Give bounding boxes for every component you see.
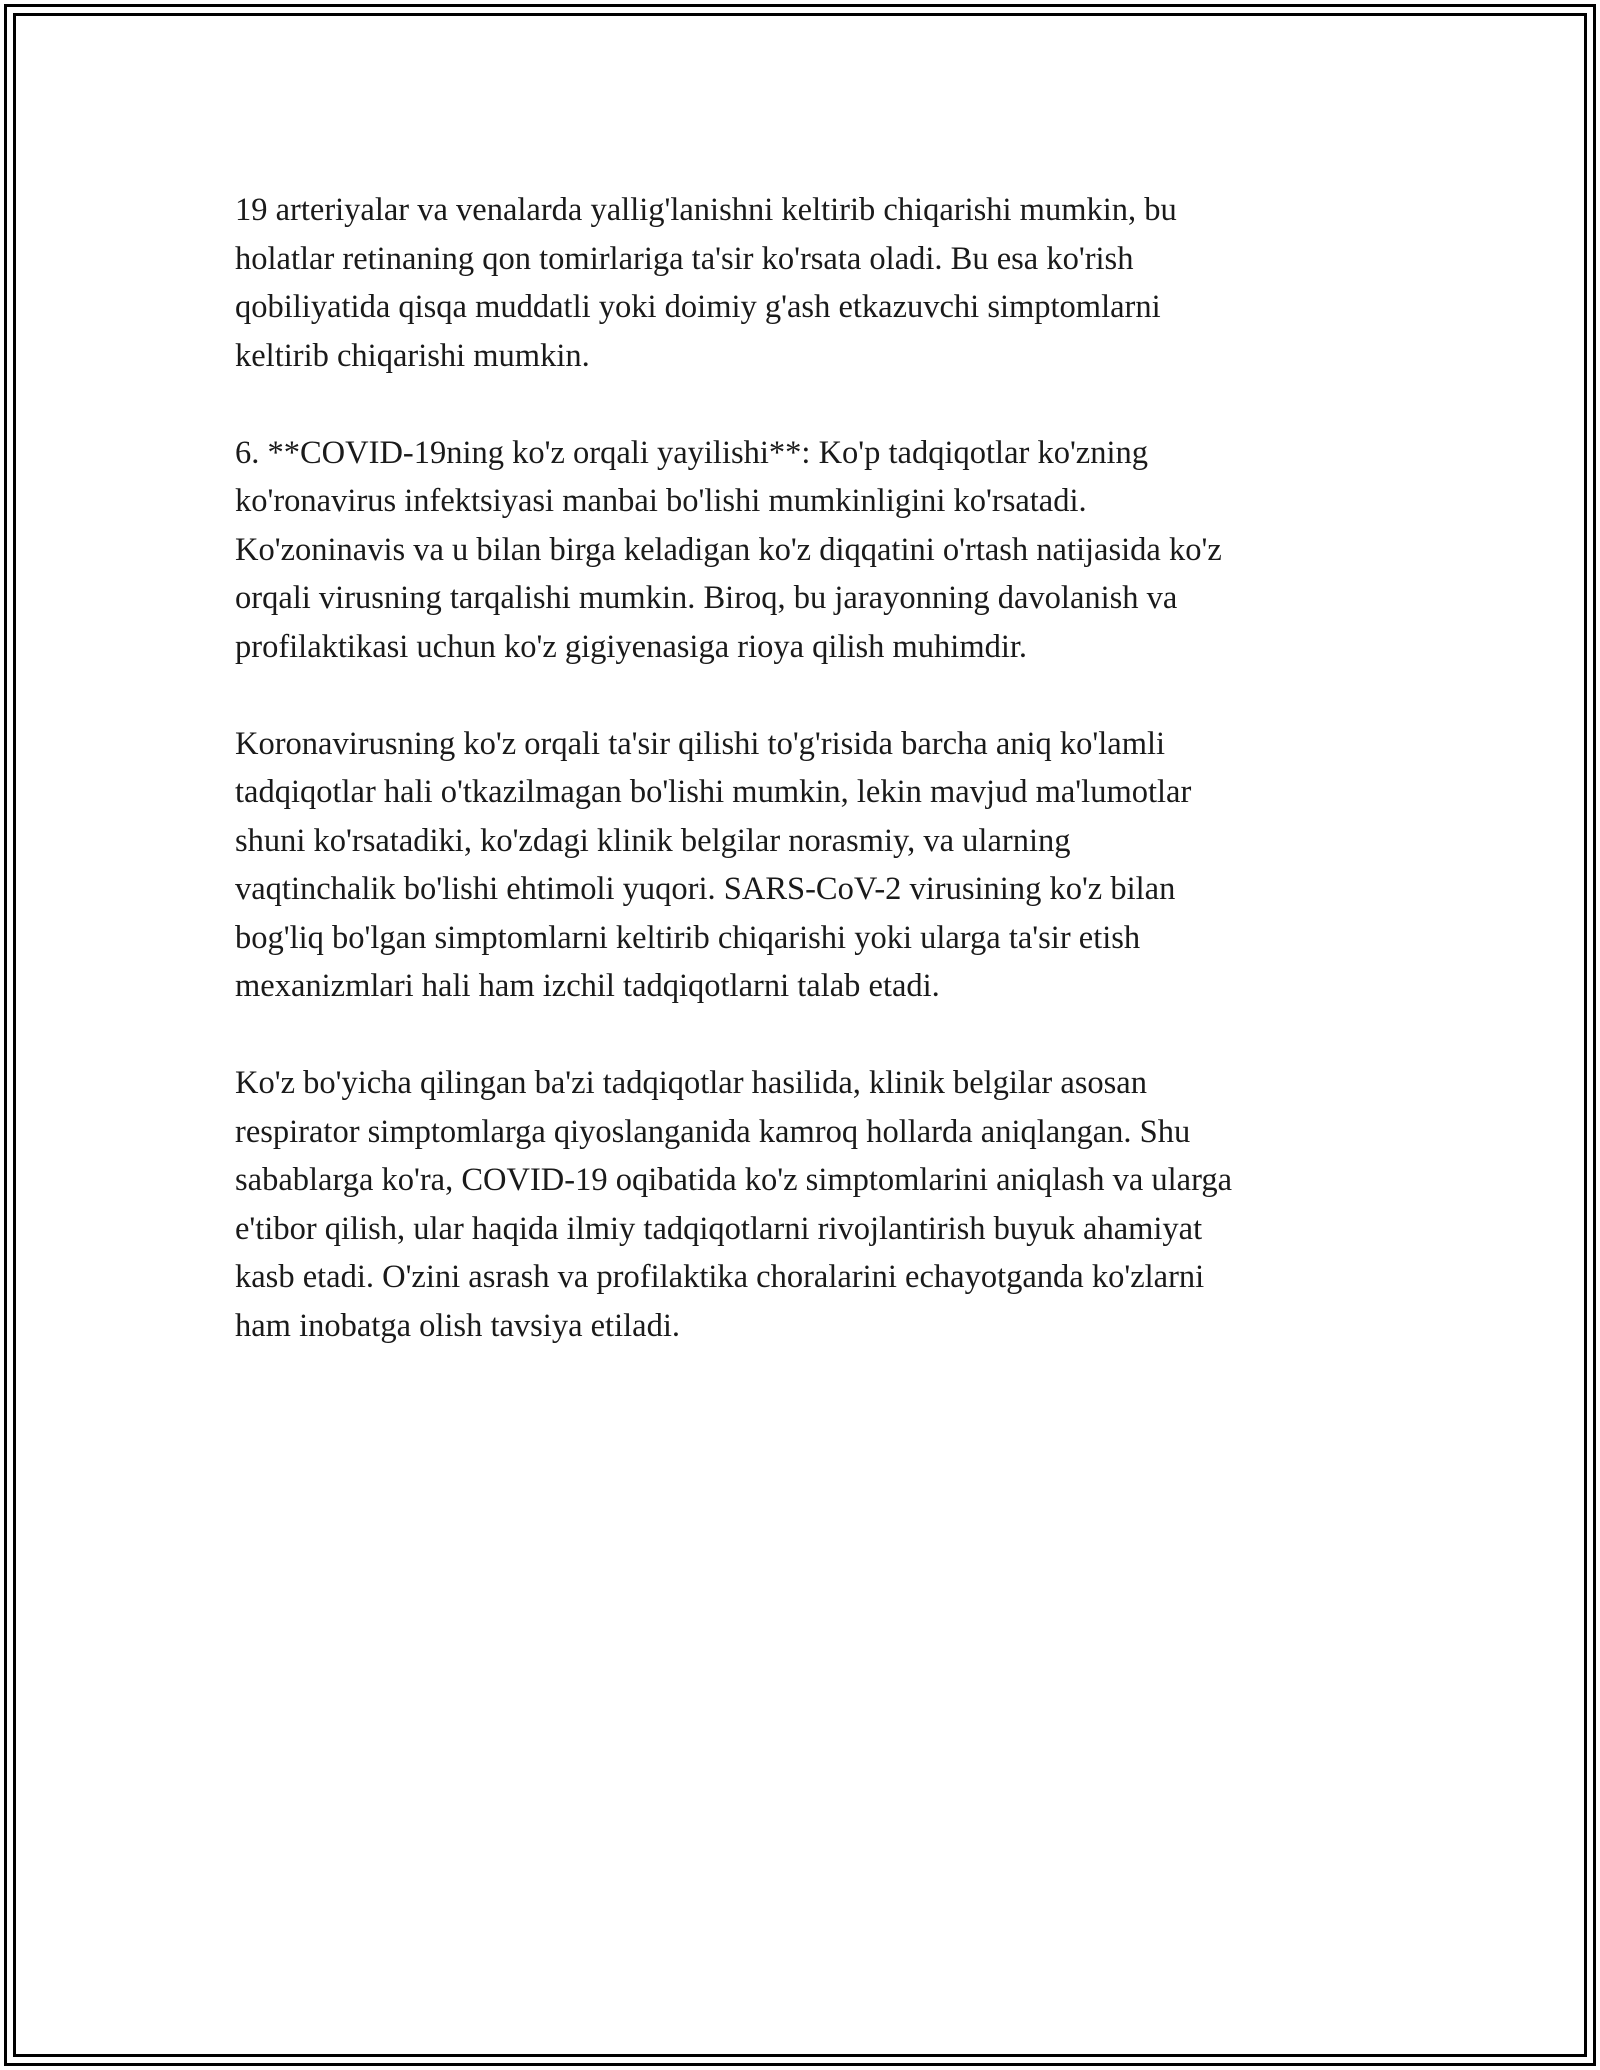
paragraph-retina-inflammation: 19 arteriyalar va venalarda yallig'lanishni keltirib chiqarishi mumkin, bu holatlar retinaning qon tomirlariga ta'sir ko'rsata oladi. Bu esa ko'rish qobiliyatida qisqa muddatli yoki doimiy g'ash etkazuvchi simptomlarni keltirib chiqarishi mumkin.	[235, 192, 1177, 374]
paragraph-eye-transmission: 6. **COVID-19ning ko'z orqali yayilishi**: Ko'p tadqiqotlar ko'zning ko'ronavirus infektsiyasi manbai bo'lishi mumkinligini ko'rsatadi. Ko'zoninavis va u bilan birga keladigan ko'z diqqatini o'rtash natijasida ko'z orqali virusning tarqalishi mumkin. Biroq, bu jarayonning davolanish va profilaktikasi uchun ko'z gigiyenasiga rioya qilish muhimdir.	[235, 434, 1222, 665]
paragraph-research-status: Koronavirusning ko'z orqali ta'sir qilishi to'g'risida barcha aniq ko'lamli tadqiqotlar hali o'tkazilmagan bo'lishi mumkin, lekin mavjud ma'lumotlar shuni ko'rsatadiki, ko'zdagi klinik belgilar norasmiy, va ularning vaqtinchalik bo'lishi ehtimoli yuqori. SARS-CoV-2 virusining ko'z bilan bog'liq bo'lgan simptomlarni keltirib chiqarishi yoki ularga ta'sir etish mexanizmlari hali ham izchil tadqiqotlarni talab etadi.	[235, 725, 1192, 1004]
paragraph-recommendations: Ko'z bo'yicha qilingan ba'zi tadqiqotlar hasilida, klinik belgilar asosan respirator simptomlarga qiyoslanganida kamroq hollarda aniqlangan. Shu sabablarga ko'ra, COVID-19 oqibatida ko'z simptomlarini aniqlash va ularga e'tibor qilish, ular haqida ilmiy tadqiqotlarni rivojlantirish buyuk ahamiyat kasb etadi. O'zini asrash va profilaktika choralarini echayotganda ko'zlarni ham inobatga olish tavsiya etiladi.	[235, 1065, 1232, 1344]
document-body	[235, 186, 1370, 1399]
